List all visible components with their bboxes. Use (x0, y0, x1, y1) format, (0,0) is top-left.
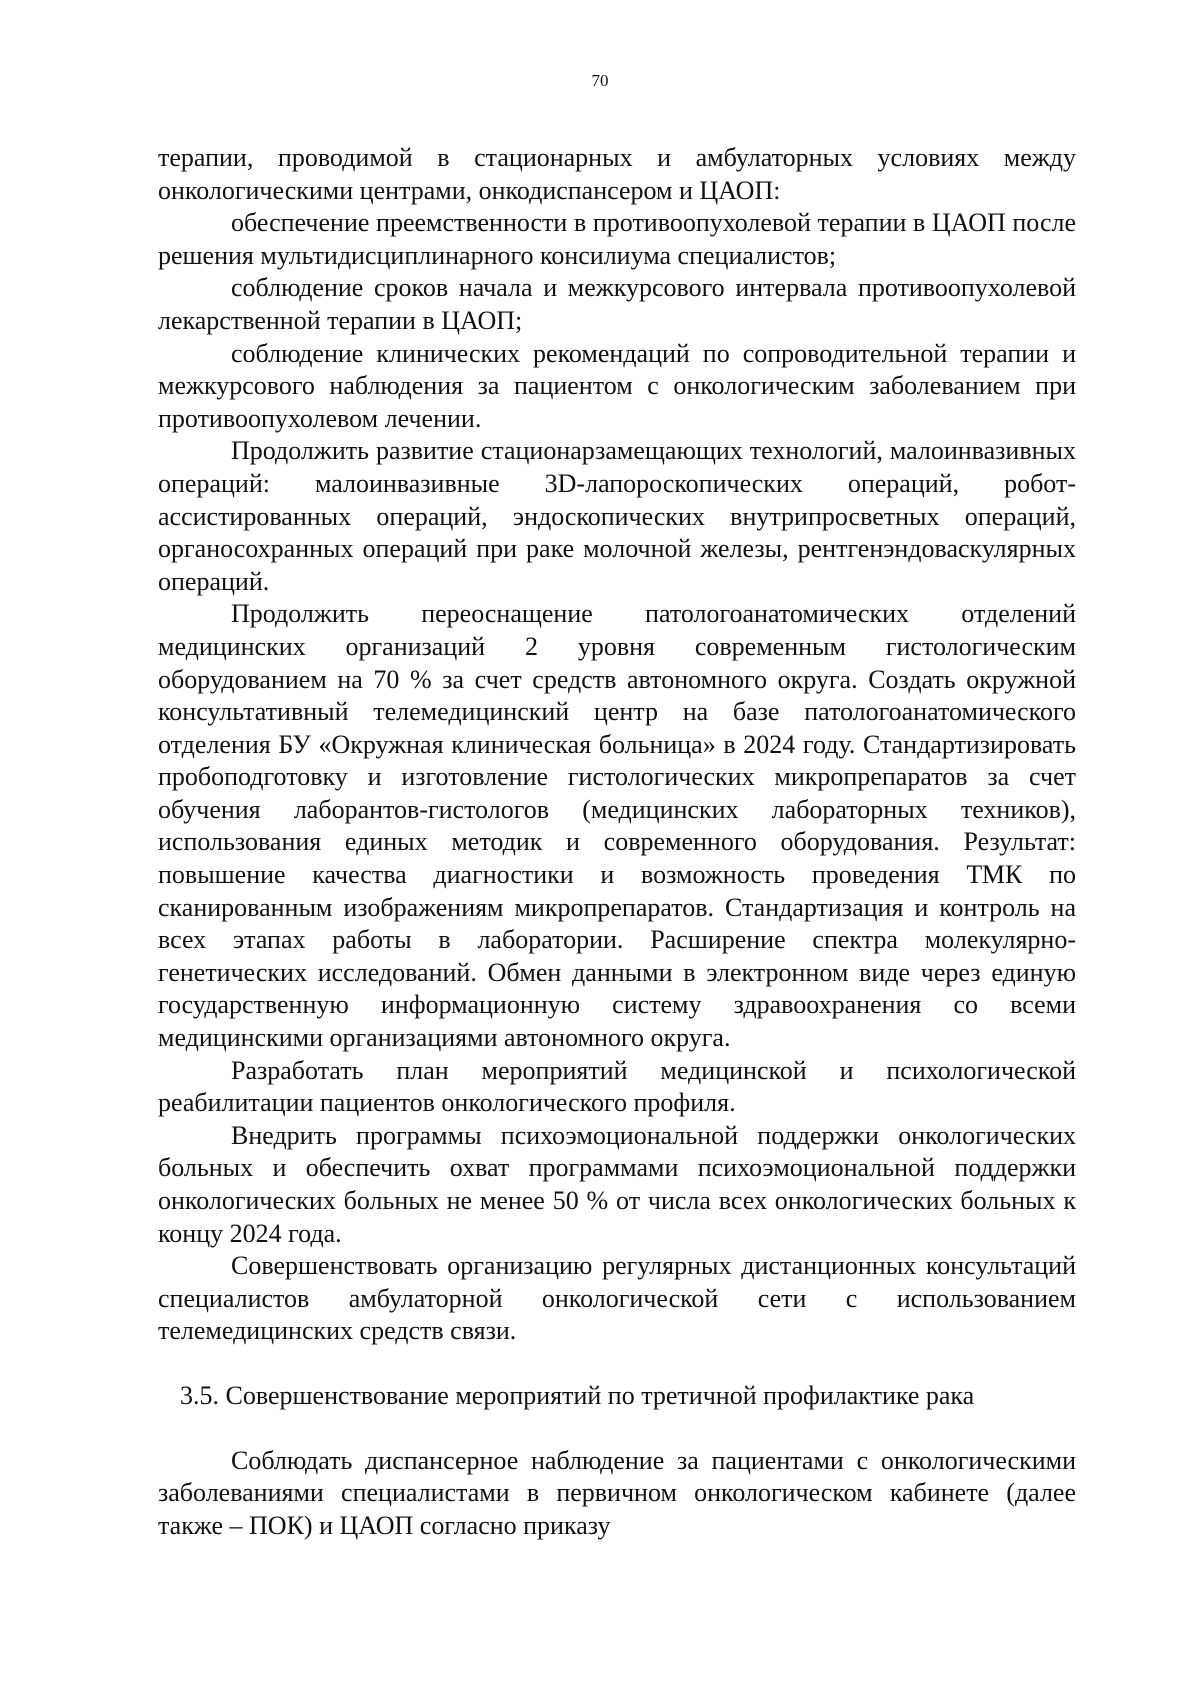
document-body (158, 142, 1076, 1542)
paragraph-telemedicine: Совершенствовать организацию регулярных дистанционных консультаций специалистов амбулаторной онкологической сети с использованием телемедицинских средств связи. (158, 1251, 1076, 1346)
paragraph-continuity: обеспечение преемственности в противоопухолевой терапии в ЦАОП после решения мультидисциплинарного консилиума специалистов; (158, 208, 1076, 270)
paragraph-psycho-support: Внедрить программы психоэмоциональной поддержки онкологических больных и обеспечить охват программами психоэмоциональной поддержки онкологических больных не менее 50 % от числа всех онкологических больных к концу 2024 года. (158, 1120, 1076, 1248)
paragraph-therapy-continuation: терапии, проводимой в стационарных и амбулаторных условиях между онкологическими центрами, онкодиспансером и ЦАОП: (158, 143, 1076, 205)
paragraph-terms: соблюдение сроков начала и межкурсового интервала противоопухолевой лекарственной терапии в ЦАОП; (158, 273, 1076, 335)
paragraph-rehabilitation: Разработать план мероприятий медицинской и психологической реабилитации пациентов онкологического профиля. (158, 1055, 1076, 1118)
paragraph-dispensary-observation: Соблюдать диспансерное наблюдение за пациентами с онкологическими заболеваниями специалистами в первичном онкологическом кабинете (далее также – ПОК) и ЦАОП согласно приказу (158, 1445, 1076, 1540)
section-heading: 3.5. Совершенствование мероприятий по третичной профилактике рака (180, 1380, 975, 1410)
paragraph-clinical-guidelines: соблюдение клинических рекомендаций по сопроводительной терапии и межкурсового наблюдения за пациентом с онкологическим заболеванием при противоопухолевом лечении. (158, 338, 1076, 433)
page-number: 70 (591, 71, 609, 90)
paragraph-pathology-equipment: Продолжить переоснащение патологоанатомических отделений медицинских организаций 2 уровня современным гистологическим оборудованием на 70 % за счет средств автономного округа. Создать окружной консультативный телемедицинский центр на базе патологоанатомического отделения БУ «Окружная клиническая больница» в 2024 году. Стандартизировать пробоподготовку и изготовление гистологических микропрепаратов за счет обучения лаборантов-гистологов (медицинских лабораторных техников), использования единых методик и современного оборудования. Результат: повышение качества диагностики и возможность проведения ТМК по сканированным изображениям микропрепаратов. Стандартизация и контроль на всех этапах работы в лаборатории. Расширение спектра молекулярно-генетических исследований. Обмен данными в электронном виде через единую государственную информационную систему здравоохранения со всеми медицинскими организациями автономного округа. (158, 599, 1076, 1053)
paragraph-technologies: Продолжить развитие стационарзамещающих технологий, малоинвазивных операций: малоинвазивные 3D-лапороскопических операций, робот-ассистированных операций, эндоскопических внутрипросветных операций, органосохранных операций при раке молочной железы, рентгенэндоваскулярных операций. (158, 436, 1076, 596)
